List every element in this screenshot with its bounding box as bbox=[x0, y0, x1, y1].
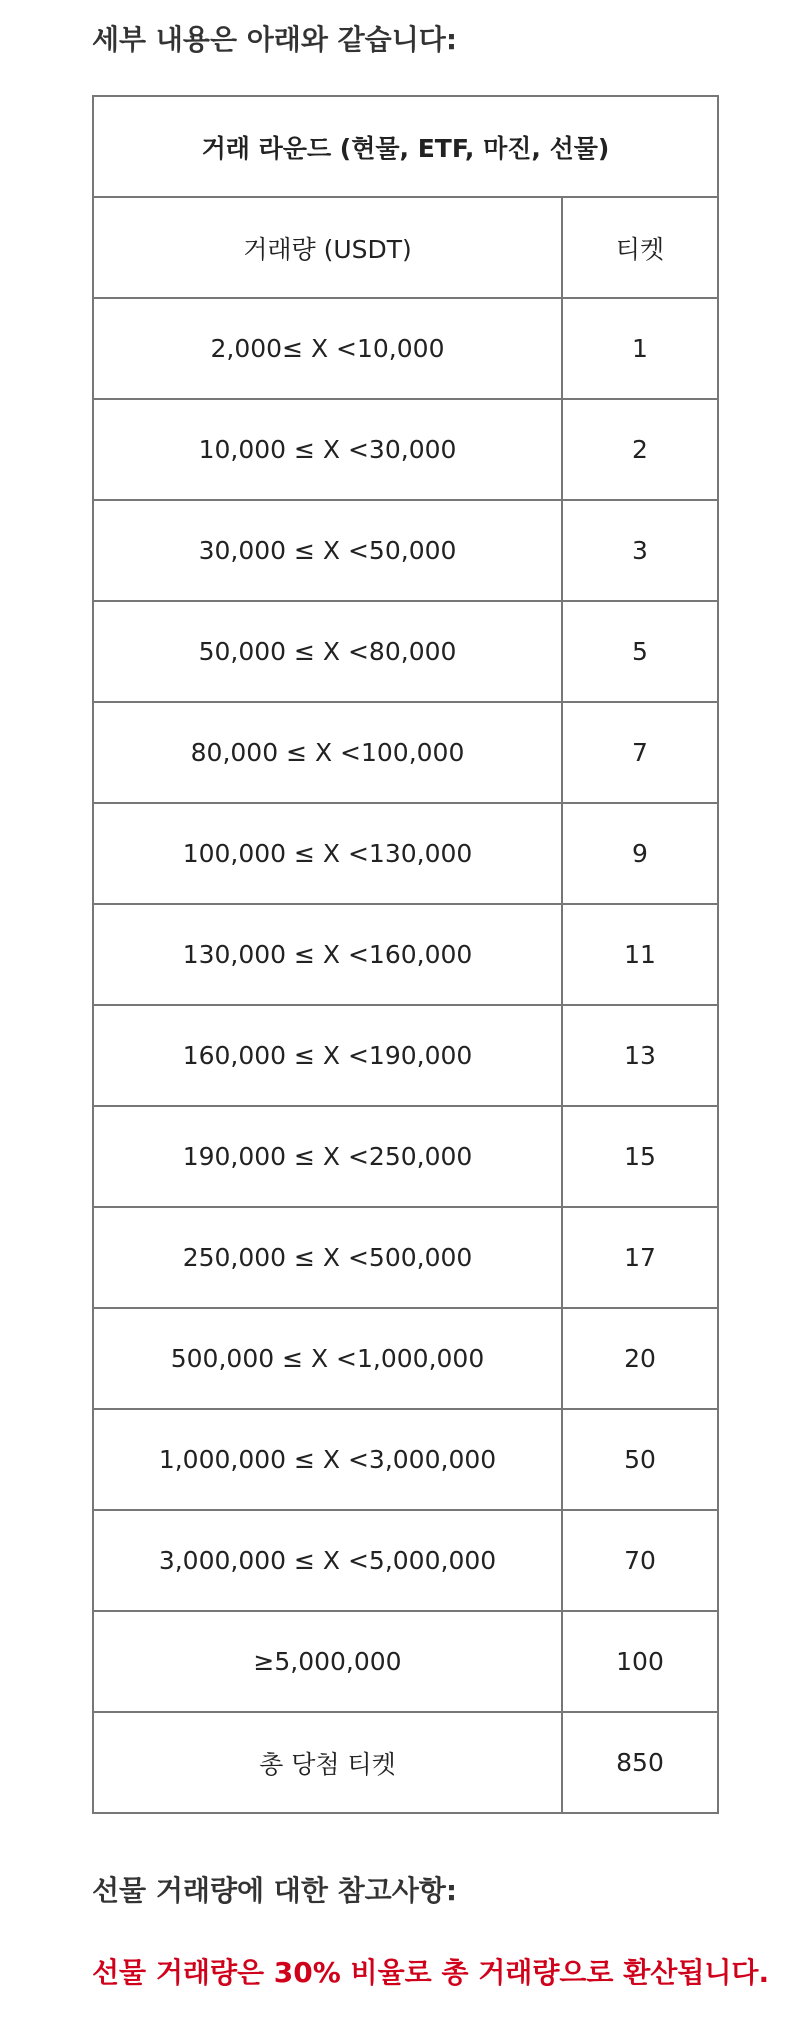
table-title: 거래 라운드 (현물, ETF, 마진, 선물) bbox=[93, 96, 718, 197]
volume-range-cell: 50,000 ≤ X <80,000 bbox=[93, 601, 562, 702]
column-header-volume: 거래량 (USDT) bbox=[93, 197, 562, 298]
ticket-count-cell: 3 bbox=[562, 500, 718, 601]
table-row bbox=[93, 601, 718, 702]
volume-range-cell: 3,000,000 ≤ X <5,000,000 bbox=[93, 1510, 562, 1611]
ticket-count-cell: 7 bbox=[562, 702, 718, 803]
ticket-count-cell: 100 bbox=[562, 1611, 718, 1712]
table-title-row bbox=[93, 96, 718, 197]
volume-range-cell: 250,000 ≤ X <500,000 bbox=[93, 1207, 562, 1308]
table-row bbox=[93, 1611, 718, 1712]
volume-range-cell: 1,000,000 ≤ X <3,000,000 bbox=[93, 1409, 562, 1510]
volume-range-cell: ≥5,000,000 bbox=[93, 1611, 562, 1712]
volume-range-cell: 190,000 ≤ X <250,000 bbox=[93, 1106, 562, 1207]
table-row bbox=[93, 1207, 718, 1308]
ticket-count-cell: 13 bbox=[562, 1005, 718, 1106]
volume-range-cell: 10,000 ≤ X <30,000 bbox=[93, 399, 562, 500]
table-row bbox=[93, 1510, 718, 1611]
volume-range-cell: 130,000 ≤ X <160,000 bbox=[93, 904, 562, 1005]
volume-range-cell: 2,000≤ X <10,000 bbox=[93, 298, 562, 399]
volume-range-cell: 30,000 ≤ X <50,000 bbox=[93, 500, 562, 601]
ticket-count-cell: 50 bbox=[562, 1409, 718, 1510]
total-value-cell: 850 bbox=[562, 1712, 718, 1813]
table-row bbox=[93, 1005, 718, 1106]
table-row bbox=[93, 298, 718, 399]
table-row bbox=[93, 1106, 718, 1207]
volume-range-cell: 80,000 ≤ X <100,000 bbox=[93, 702, 562, 803]
volume-range-cell: 100,000 ≤ X <130,000 bbox=[93, 803, 562, 904]
ticket-count-cell: 1 bbox=[562, 298, 718, 399]
ticket-count-cell: 20 bbox=[562, 1308, 718, 1409]
table-row bbox=[93, 904, 718, 1005]
ticket-count-cell: 70 bbox=[562, 1510, 718, 1611]
volume-range-cell: 160,000 ≤ X <190,000 bbox=[93, 1005, 562, 1106]
table-row bbox=[93, 500, 718, 601]
volume-range-cell: 500,000 ≤ X <1,000,000 bbox=[93, 1308, 562, 1409]
futures-note-text: 선물 거래량은 30% 비율로 총 거래량으로 환산됩니다. bbox=[92, 1956, 770, 1989]
table-row bbox=[93, 1308, 718, 1409]
table-row bbox=[93, 702, 718, 803]
table-row bbox=[93, 803, 718, 904]
column-header-tickets: 티켓 bbox=[562, 197, 718, 298]
table-row bbox=[93, 1409, 718, 1510]
ticket-count-cell: 2 bbox=[562, 399, 718, 500]
ticket-count-cell: 5 bbox=[562, 601, 718, 702]
futures-note-heading: 선물 거래량에 대한 참고사항: bbox=[92, 1874, 458, 1907]
table-total-row bbox=[93, 1712, 718, 1813]
table-header-row bbox=[93, 197, 718, 298]
table-row bbox=[93, 399, 718, 500]
ticket-table bbox=[92, 95, 719, 1814]
ticket-count-cell: 15 bbox=[562, 1106, 718, 1207]
total-label-cell: 총 당첨 티켓 bbox=[93, 1712, 562, 1813]
ticket-count-cell: 17 bbox=[562, 1207, 718, 1308]
intro-heading: 세부 내용은 아래와 같습니다: bbox=[92, 23, 458, 56]
ticket-count-cell: 11 bbox=[562, 904, 718, 1005]
ticket-count-cell: 9 bbox=[562, 803, 718, 904]
